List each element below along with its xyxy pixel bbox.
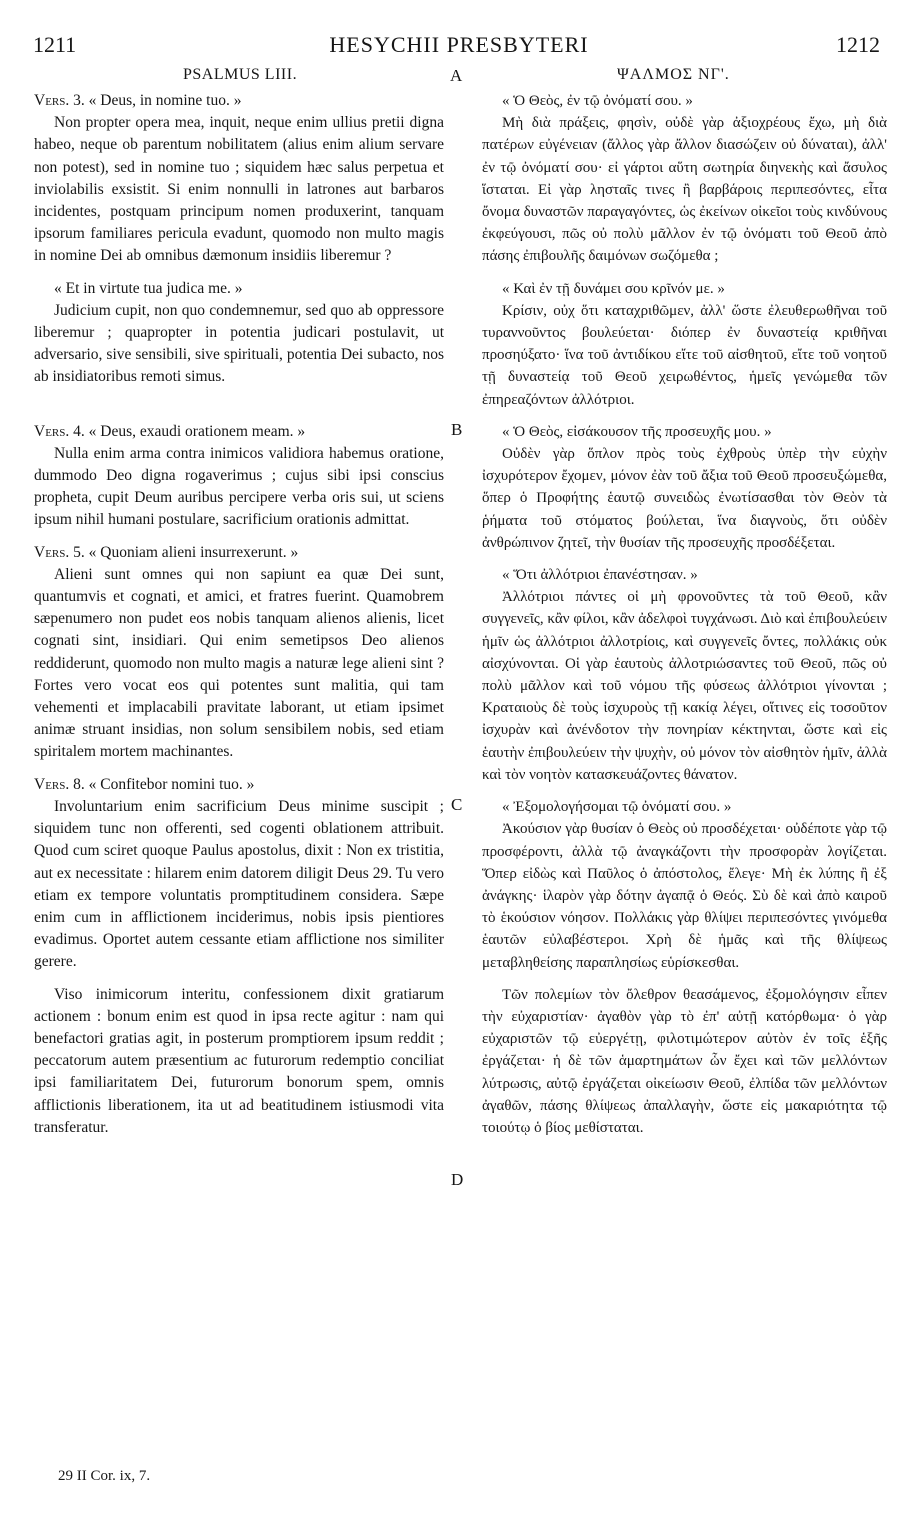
commentary-paragraph: Judicium cupit, non quo condemnemur, sed quo ab oppressore liberemur ; quapropter in potentia judicari postulavit, ut adversario, sive sensibili, sive spirituali, potentia Dei subacto, nos ab insidiatoribus remoti simus.: [34, 301, 444, 386]
verse-label: Vers. 8.: [34, 775, 85, 793]
footnote: 29 II Cor. ix, 7.: [58, 1468, 151, 1484]
verse-label: Vers. 4.: [34, 422, 85, 440]
greek-section-title: ΨΑΛΜΟΣ ΝΓ'.: [617, 66, 730, 83]
commentary-paragraph: Οὐδὲν γὰρ ὅπλον πρὸς τοὺς ἐχθροὺς ὑπὲρ τὴν εὐχὴν ἰσχυρότερον ἔχομεν, μόνον ἐὰν τοῦ ἄξια τοῦ Θεοῦ προσευξώμεθα, ὅπερ ὁ Προφήτης ἑαυτῷ συνειδὼς ἐνωτίσασθαι τὸν Θεὸν τὰ ῥήματα τοῦ στόματος βούλεται, ἵνα διαγνοὺς, ὅτι οὐδὲν ἀνθρώπινον ζητεῖ, τὴν θυσίαν τῆς προσευχῆς προσδέξεται.: [482, 446, 887, 551]
verse-lemma: « Ἐξομολογήσομαι τῷ ὀνόματί σου. »: [502, 799, 732, 816]
verse-heading: [34, 421, 444, 443]
verse-heading: [34, 542, 444, 564]
greek-column: [482, 90, 887, 1139]
page-number-left: 1211: [33, 32, 77, 57]
verse-lemma: « Καὶ ἐν τῇ δυνάμει σου κρῖνόν με. »: [502, 280, 725, 297]
verse-lemma: « Confitebor nomini tuo. »: [88, 775, 255, 793]
running-header: [0, 32, 918, 66]
commentary-paragraph: Viso inimicorum interitu, confessionem dixit gratiarum actionem : bonum enim est quod in ipsa recte agitur : nam qui benefactori gratias agit, in posterum promptiorem ipsum reddit ; peccatorum autem præsentium ac futurorum redemptio conciliat ipsi familiaritatem Dei, futurorum bonorum spem, omnis afflictionis liberationem, ita ut ad beatitudinem istiusmodi vita transferatur.: [34, 985, 444, 1136]
commentary-paragraph: Μὴ διὰ πράξεις, φησὶν, οὐδὲ γὰρ ἀξιοχρέους ἔχω, μὴ διὰ πατέρων εὐγένειαν (ἄλλος γὰρ ἄλλον διασώζειν οὐ δύναται), ἀλλ' ἐν τῷ ὀνόματί σου· εἰ γάρτοι αὕτη σωτηρία διηνεκὴς καὶ ἄσυλος ἵσταται. Εἰ γὰρ λησταῖς τινες ἢ βαρβάροις περιπεσόντες, εἶτα ὄνομα δυναστῶν παραγαγόντες, ὡς ἐκείνων οἰκεῖοι τοὺς κινδύνους ἐκφεύγουσι, πῶς οὐ πολὺ μᾶλλον ἐν τῷ ὀνόματι τοῦ Θεοῦ ἀπὸ πάσης ἐπιβουλῆς δαιμόνων σωζόμεθα ;: [482, 115, 887, 265]
verse-lemma: « Quoniam alieni insurrexerunt. »: [88, 543, 299, 561]
verse-heading: [34, 90, 444, 112]
verse-lemma: « Deus, exaudi orationem meam. »: [88, 422, 306, 440]
page-number-right: 1212: [836, 32, 880, 57]
commentary-paragraph: Nulla enim arma contra inimicos validiora habemus oratione, dummodo Deo digna rogaverimus ; cujus sibi ipsi conscius propheta, cupit Deum auribus percipere verba oris sui, ut sciens ipsum nihil humani postulare, sacrificium orationis admittat.: [34, 444, 444, 529]
commentary-paragraph: Alieni sunt omnes qui non sapiunt ea quæ Dei sunt, quantumvis et cognati, et amici, et fratres fuerint. Quamobrem sæpenumero non pudet eos nobis tanquam alienos alienis, licet cognati sint, insidiari. Qui enim semetipsos Deo alienos reddiderunt, quomodo non multo magis a naturæ lege alieni sint ? Fortes vero vocat eos qui potentes sunt malitia, qui tam vehementi et implacabili pravitate laborant, ut etiam ipsimet animæ struant insidias, non solum sensibilem nobis, sed etiam spiritalem mortem machinantes.: [34, 565, 444, 761]
commentary-paragraph: Ἀκούσιον γὰρ θυσίαν ὁ Θεὸς οὐ προσδέχεται· οὐδέποτε γὰρ τῷ προσφέροντι, ἀλλὰ τῷ ἀναγκάζοντι τὴν προσφορὰν λογίζεται. Ὅπερ εἰδὼς καὶ Παῦλος ὁ ἀπόστολος, ἔλεγε· Μὴ ἐκ λύπης ἢ ἐξ ἀνάγκης· ἱλαρὸν γὰρ δότην ἀγαπᾷ ὁ Θεός. Σὺ δὲ καὶ ἀπὸ καιροῦ τὸ ἑκούσιον νόησον. Πολλάκις γὰρ θλίψει περιπεσόντες γινόμεθα ἑαυτῶν εὐλαβέστεροι. Χρὴ δὲ ἡμᾶς καὶ τῆς θλίψεως μεταβληθείσης παραπλησίως εὑρίσκεσθαι.: [482, 821, 887, 971]
commentary-paragraph: Involuntarium enim sacrificium Deus minime suscipit ; siquidem tunc non offerenti, sed cogenti oblationem attribuit. Quod cum sciret quoque Paulus apostolus, dixit : Non ex tristitia, aut ex necessitate : hilarem enim datorem diligit Deus 29. Tu vero etiam ex tempore voluntatis promptitudinem considera. Sæpe enim cum in afflictionem inciderimus, nobis ipsis pientiores evadimus. Oportet autem cessante etiam afflictione nos similiter gerere.: [34, 797, 444, 971]
commentary-paragraph: Κρίσιν, οὐχ ὅτι καταχριθῶμεν, ἀλλ' ὥστε ἐλευθερωθῆναι τοῦ τυραννοῦντος βουλεύεται· διόπερ ἐν δυναστείᾳ κριθῆναι προσηύξατο· ἵνα τοῦ ἀντιδίκου εἴτε τοῦ αἰσθητοῦ, εἴτε τοῦ νοητοῦ τῇ δυναστείᾳ τοῦ Θεοῦ χειρωθέντος, ἡμεῖς γενώμεθα τῶν ἐπηρεαζόντων ἀλλότριοι.: [482, 302, 887, 408]
verse-label: Vers. 3.: [34, 92, 85, 109]
commentary-paragraph: Τῶν πολεμίων τὸν ὄλεθρον θεασάμενος, ἐξομολόγησιν εἶπεν τὴν εὐχαριστίαν· ἀγαθὸν γὰρ τὸ ἐπ' αὐτῇ κατόρθωμα· ὁ γὰρ εὐχαριστῶν τῷ εὐεργέτῃ, φιλοτιμώτερον αὐτὸν ἐν τοῖς ἑξῆς ἐργάζεται· ἡ δὲ τῶν ἁμαρτημάτων ὧν ἔχει καὶ τῶν μελλόντων λύτρωσις, αὐτῷ ἐργάζεται οἰκείωσιν Θεοῦ, ἐλπίδα τῶν μελλόντων ἀγαθῶν, πάσης θλίψεως ἀπαλλαγὴν, ὥστε εἰς μακαριότητα τῷ τοιούτῳ ὁ βίος μεθίσταται.: [482, 986, 887, 1136]
margin-mark-d: D: [451, 1170, 464, 1189]
latin-section-title: PSALMUS LIII.: [183, 66, 298, 83]
margin-mark-c: C: [451, 795, 463, 814]
margin-mark-b: B: [451, 420, 463, 439]
margin-mark-a: A: [450, 66, 463, 85]
verse-heading: [34, 774, 444, 796]
verse-lemma: « Et in virtute tua judica me. »: [54, 279, 243, 297]
verse-lemma: « Ὅτι ἀλλότριοι ἐπανέστησαν. »: [502, 567, 698, 584]
verse-lemma: « Ὁ Θεὸς, εἰσάκουσον τῆς προσευχῆς μου. »: [502, 423, 772, 440]
running-title: HESYCHII PRESBYTERI: [329, 32, 589, 57]
verse-lemma: « Ὁ Θεὸς, ἐν τῷ ὀνόματί σου. »: [502, 93, 693, 109]
verse-lemma: « Deus, in nomine tuo. »: [88, 92, 242, 109]
verse-label: Vers. 5.: [34, 543, 85, 561]
commentary-paragraph: Ἀλλότριοι πάντες οἱ μὴ φρονοῦντες τὰ τοῦ Θεοῦ, κἂν συγγενεῖς, κἂν φίλοι, κἂν ἀδελφοὶ τυγχάνωσι. Διὸ καὶ ἐπιβουλεύειν ἡμῖν ὡς ἀλλότριοι ἀλλοτρίοις, καὶ συγγενεῖς ὄντες, πολλάκις οὐκ αἰσχύνονται. Οἱ γὰρ ἑαυτοὺς ἀλλοτριώσαντες τοῦ Θεοῦ, πῶς οὐ πολὺ μᾶλλον καὶ τοῦ νόμου τῆς φύσεως ἀλλότριοι γίνονται ; Κραταιοὺς δὲ τοὺς ἰσχυροὺς τῇ κακίᾳ λέγει, οἵτινες εἰς τοσοῦτον ἰσχυρὰν καὶ ἀνένδοτον τὴν πονηρίαν κέκτηνται, ὥστε καὶ εἰς ἑαυτὴν ἐπιβουλεύειν τὴν ψυχὴν, οὐ μόνον τὸν αἰσθητὸν ἡμῖν, ἀλλὰ καὶ τὸν νοητὸν κατασκευάζοντες θάνατον.: [482, 589, 888, 783]
commentary-paragraph: Non propter opera mea, inquit, neque enim ullius pretii digna habeo, neque ob parentum nobilitatem (alius enim alium servare non potest), sed in nomine tuo ; siquidem hæc salus perpetua et inviolabilis exsistit. Si enim nonnulli in latrones aut barbaros incidentes, postquam principum nomen produxerint, tanquam ipsorum familiares pericula evadunt, quomodo non multo magis in nomine Dei ab omnibus dæmonum insidiis liberemur ?: [34, 114, 444, 265]
latin-column: [34, 90, 444, 1139]
